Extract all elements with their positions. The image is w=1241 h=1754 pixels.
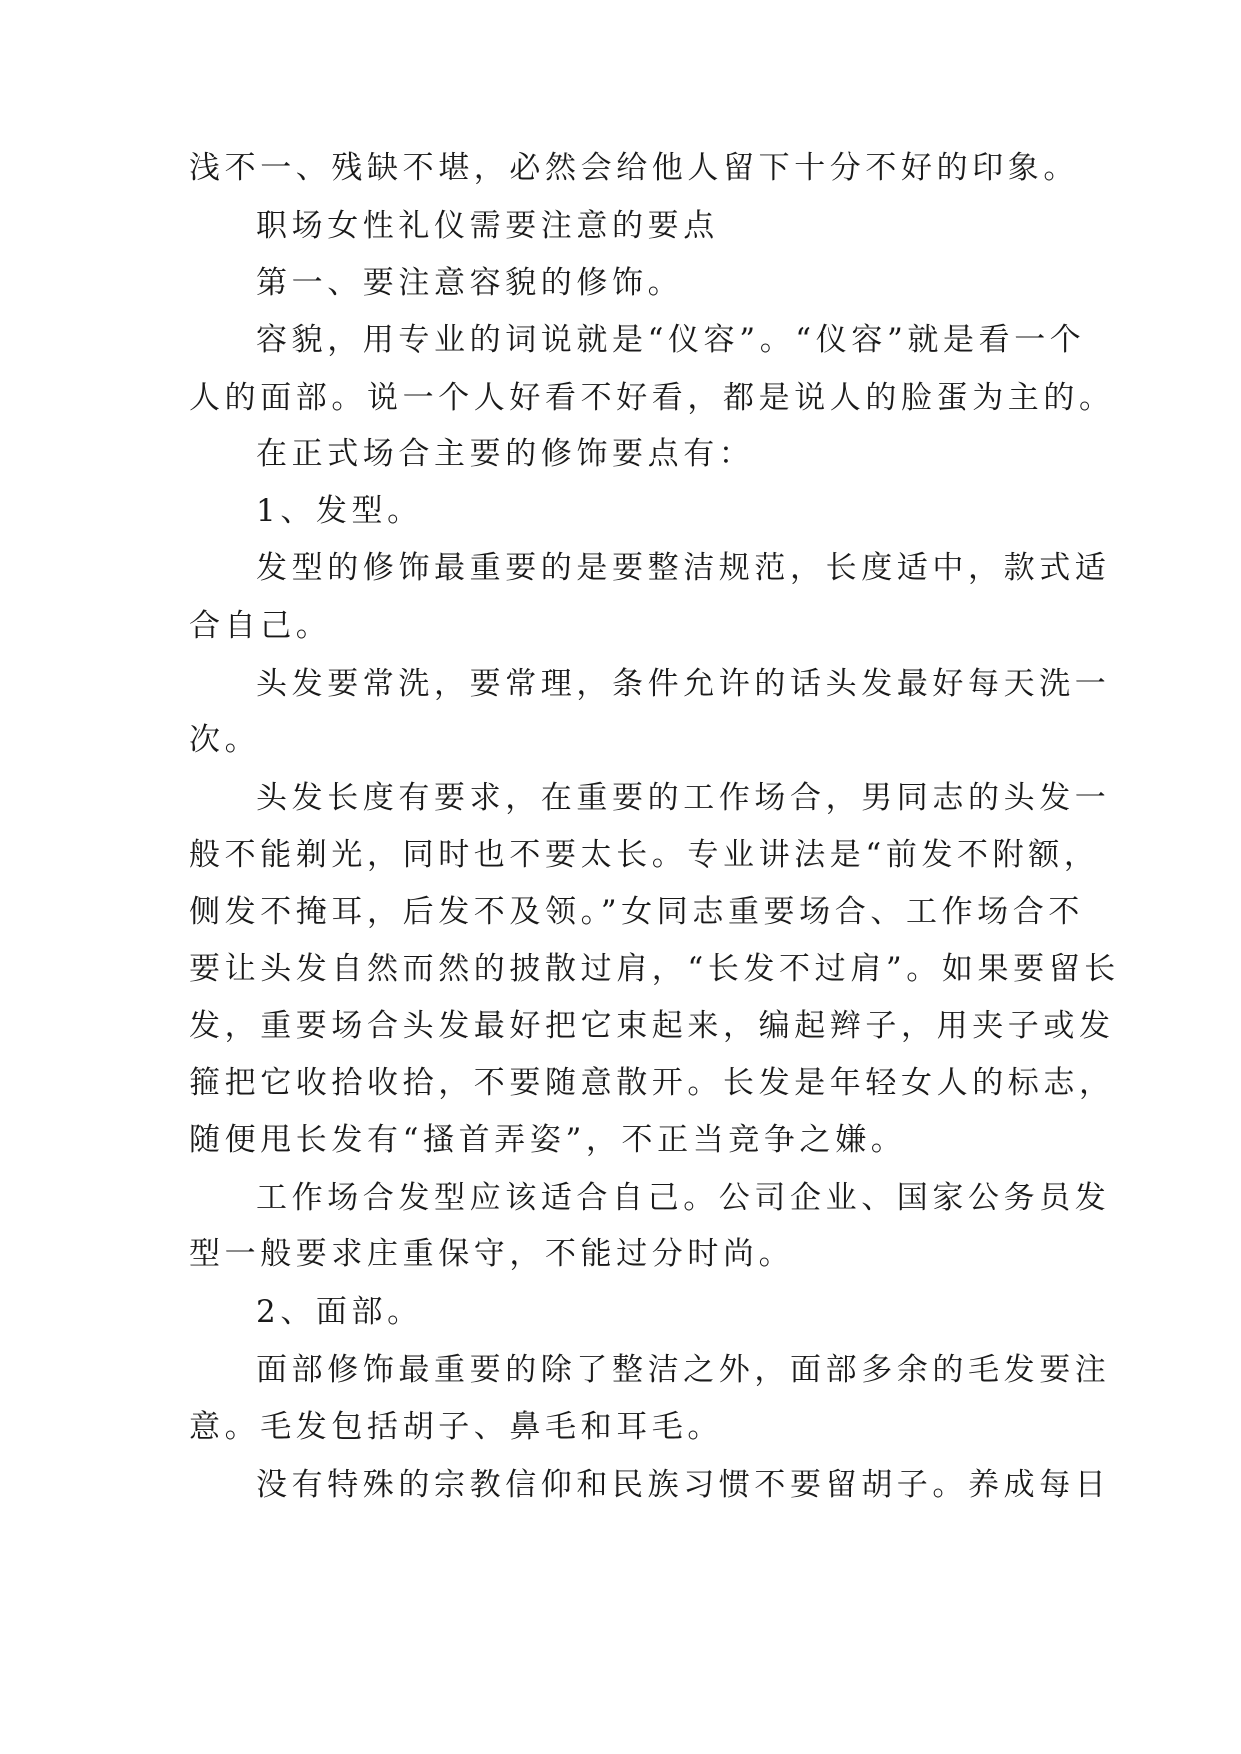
text-line: 在正式场合主要的修饰要点有： [256, 436, 755, 472]
text-line: 型一般要求庄重保守，不能过分时尚。 [189, 1236, 795, 1272]
text-line: 没有特殊的宗教信仰和民族习惯不要留胡子。养成每日 [256, 1467, 1111, 1503]
text-line: 头发要常洗，要常理，条件允许的话头发最好每天洗一 [256, 666, 1111, 702]
text-line: 面部修饰最重要的除了整洁之外，面部多余的毛发要注 [256, 1352, 1111, 1388]
text-line: 随便甩长发有“搔首弄姿”，不正当竞争之嫌。 [189, 1122, 907, 1158]
text-line: 头发长度有要求，在重要的工作场合，男同志的头发一 [256, 780, 1111, 816]
text-line: 容貌，用专业的词说就是“仪容”。“仪容”就是看一个 [256, 322, 1086, 358]
subsection-heading: 第一、要注意容貌的修饰。 [256, 265, 684, 301]
text-line: 意。毛发包括胡子、鼻毛和耳毛。 [189, 1409, 723, 1445]
text-line: 箍把它收拾收拾，不要随意散开。长发是年轻女人的标志， [189, 1065, 1115, 1101]
text-line: 浅不一、残缺不堪，必然会给他人留下十分不好的印象。 [189, 150, 1079, 186]
list-heading: 1、发型。 [256, 493, 423, 529]
text-line: 人的面部。说一个人好看不好看，都是说人的脸蛋为主的。 [189, 380, 1115, 416]
text-line: 次。 [189, 722, 261, 758]
text-line: 合自己。 [189, 608, 332, 644]
text-line: 工作场合发型应该适合自己。公司企业、国家公务员发 [256, 1180, 1111, 1216]
text-line: 发型的修饰最重要的是要整洁规范，长度适中，款式适 [256, 550, 1111, 586]
text-line: 侧发不掩耳，后发不及领。”女同志重要场合、工作场合不 [189, 894, 1084, 930]
text-line: 发，重要场合头发最好把它束起来，编起辫子，用夹子或发 [189, 1008, 1115, 1044]
text-line: 要让头发自然而然的披散过肩，“长发不过肩”。如果要留长 [189, 951, 1120, 987]
section-heading: 职场女性礼仪需要注意的要点 [256, 208, 719, 244]
text-line: 般不能剃光，同时也不要太长。专业讲法是“前发不附额， [189, 837, 1100, 873]
list-heading: 2、面部。 [256, 1294, 423, 1330]
